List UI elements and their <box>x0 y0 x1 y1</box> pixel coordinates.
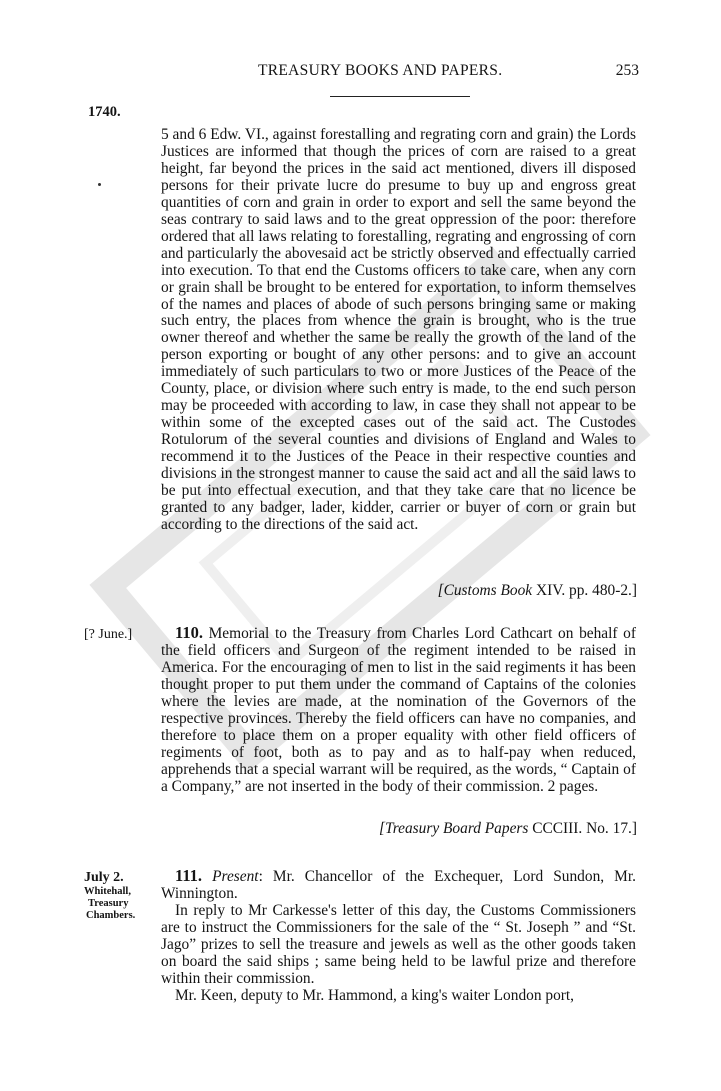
running-title: TREASURY BOOKS AND PAPERS. <box>258 62 503 79</box>
margin-date-110: [? June.] <box>84 627 133 642</box>
entry-110-number: 110. <box>175 623 203 642</box>
entry-110-text: Memorial to the Treasury from Charles Lord Cathcart on behalf of the field officers and Surgeon of the regiment intended to be raised in America. For the encouraging of men to list in the said regiments it has been thought proper to put them under the command of Captains of the colonies where the levies are made, at the nomination of the Governors of the respective provinces. Thereby the field officers can have no companies, and therefore to place them on a proper equality with other field officers of regiments of foot, both as to pay and as to half-pay when reduced, apprehends that a special warrant will be required, as the words, “ Captain of a Company,” are not inserted in the body of their commission. 2 pages. <box>161 625 636 795</box>
entry-continuation <box>161 127 636 534</box>
entry-110-paragraph <box>161 625 636 796</box>
citation-treasury-board <box>379 820 637 838</box>
entry-111-paragraph-1 <box>161 868 636 903</box>
entry-111-paragraph-2: In reply to Mr Carkesse's letter of this day, the Customs Commissioners are to instruct the Commissioners for the sale of the “ St. Joseph ” and “St. Jago” prizes to sell the treasure and jewels as well as the other goods taken on board the said ships ; same being held to be lawful prize and therefore within their commission. <box>161 901 636 987</box>
citation-reference: CCCIII. No. 17.] <box>532 820 637 837</box>
margin-year: 1740. <box>88 104 121 120</box>
margin-place-1: Whitehall, <box>84 886 131 897</box>
header-rule <box>330 96 470 97</box>
entry-111 <box>161 868 636 1005</box>
continuation-paragraph: 5 and 6 Edw. VI., against forestalling and regrating corn and grain) the Lords Justices are informed that though the prices of corn are raised to a great height, far beyond the prices in the said act mentioned, divers ill disposed persons for their private lucre do presume to buy up and engross great quantities of corn and grain in order to export and sell the same beyond the seas contrary to said laws and to the great oppression of the poor: therefore ordered that all laws relating to forestalling, regrating and engrossing of corn and particularly the abovesaid act be strictly observed and effectually carried into execution. To that end the Customs officers to take care, when any corn or grain shall be brought to be entered for exportation, to inform themselves of the names and places of abode of such persons bringing same or making such entry, the places from whence the grain is brought, who is the true owner thereof and whether the same be really the growth of the land of the person exporting or bought of any other persons: and to give an account immediately of such particulars to two or more Justices of the Peace of the County, place, or division where such entry is made, to the end such person may be proceeded with according to law, in case they shall not appear to be within some of the excepted cases out of the said act. The Custodes Rotulorum of the several counties and divisions of England and Wales to recommend it to the Justices of the Peace in their respective counties and divisions in the strongest manner to cause the said act and all the said laws to be put into effectual execution, and that they take care that no licence be granted to any badger, lader, kidder, carrier or buyer of corn or grain but according to the directions of the said act. <box>161 126 636 533</box>
present-label: Present <box>212 868 259 885</box>
margin-place-2: Treasury <box>88 898 129 909</box>
entry-111-number: 111. <box>175 866 203 885</box>
citation-source: [Treasury Board Papers <box>379 820 529 837</box>
margin-date-111: July 2. <box>84 870 124 885</box>
citation-customs-book <box>438 582 637 600</box>
margin-dot <box>98 183 101 186</box>
page-header <box>0 62 721 86</box>
page-number: 253 <box>615 62 639 79</box>
citation-source: [Customs Book <box>437 582 533 599</box>
present-text: : Mr. Chancellor of the Exchequer, Lord Sundon, Mr. Winnington. <box>161 868 636 902</box>
margin-place-3: Chambers. <box>86 910 136 921</box>
entry-111-paragraph-3: Mr. Keen, deputy to Mr. Hammond, a king's waiter London port, <box>175 986 575 1004</box>
entry-110 <box>161 625 636 796</box>
citation-reference: XIV. pp. 480-2.] <box>535 582 637 599</box>
